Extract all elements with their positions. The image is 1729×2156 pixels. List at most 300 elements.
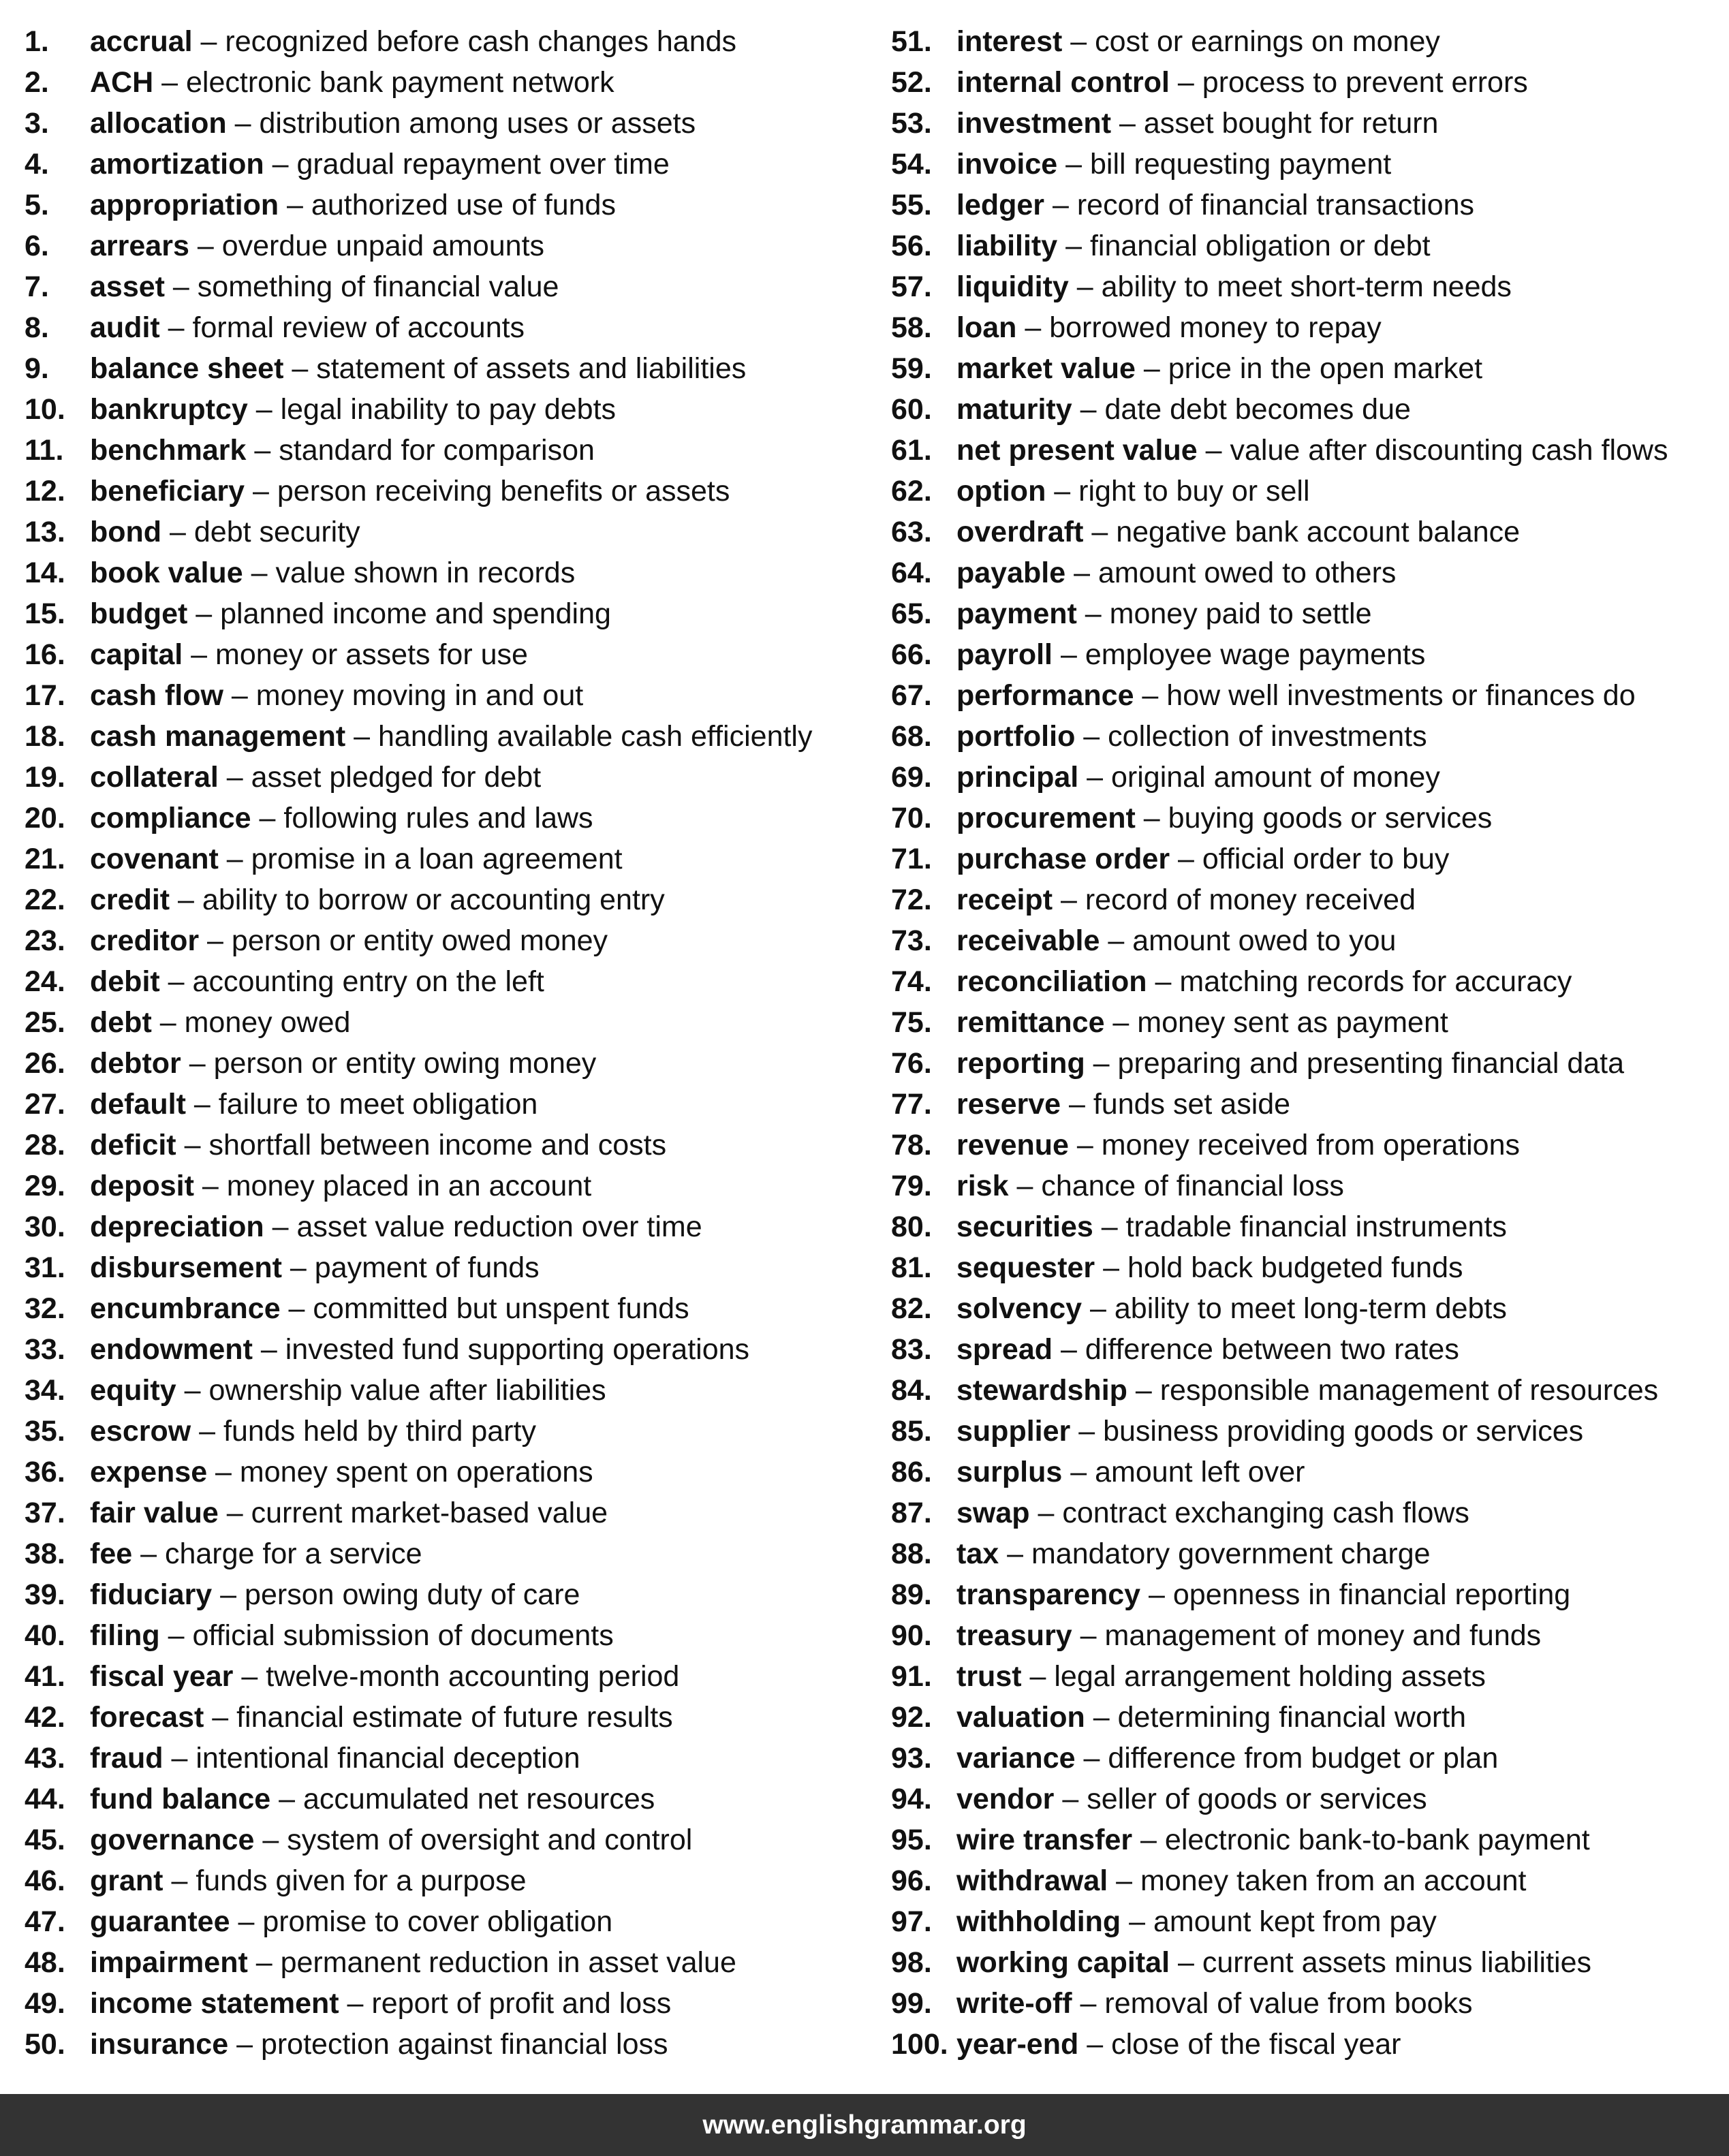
entry-text <box>956 1452 1305 1493</box>
entry-text <box>90 1452 593 1493</box>
glossary-entry <box>25 1901 862 1942</box>
entry-text <box>90 1656 679 1697</box>
entry-number: 70. <box>891 802 932 834</box>
entry-separator: – <box>1147 965 1180 998</box>
entry-number: 23. <box>25 924 65 957</box>
entry-definition: recognized before cash changes hands <box>225 25 737 58</box>
entry-separator: – <box>254 1824 287 1856</box>
glossary-entry <box>25 920 862 961</box>
entry-separator: – <box>1135 352 1168 385</box>
entry-term: net present value <box>956 434 1198 467</box>
glossary-entry <box>25 266 862 307</box>
entry-separator: – <box>1111 107 1144 140</box>
entry-separator: – <box>1075 720 1108 753</box>
entry-separator: – <box>1170 843 1202 875</box>
entry-text <box>956 1615 1541 1656</box>
entry-number: 92. <box>891 1701 932 1734</box>
entry-number: 1. <box>25 25 49 58</box>
glossary-entry <box>25 1002 862 1043</box>
entry-number: 71. <box>891 843 932 875</box>
entry-text <box>956 1493 1469 1533</box>
entry-number: 49. <box>25 1987 65 2020</box>
entry-definition: amount kept from pay <box>1153 1905 1437 1938</box>
entry-separator: – <box>1057 230 1090 262</box>
entry-definition: money placed in an account <box>226 1170 592 1202</box>
entry-term: payment <box>956 597 1077 630</box>
entry-number: 96. <box>891 1864 932 1897</box>
glossary-entry <box>25 1942 862 1983</box>
entry-term: fund balance <box>90 1783 271 1815</box>
entry-number: 79. <box>891 1170 932 1202</box>
glossary-entry <box>25 1084 862 1125</box>
entry-text <box>956 961 1572 1002</box>
entry-term: appropriation <box>90 189 279 221</box>
entry-term: default <box>90 1088 186 1121</box>
glossary-entry <box>891 1697 1726 1738</box>
entry-term: fiscal year <box>90 1660 234 1693</box>
entry-text <box>956 1656 1486 1697</box>
entry-separator: – <box>218 1497 251 1529</box>
glossary-entry <box>25 348 862 389</box>
entry-number: 28. <box>25 1129 65 1161</box>
entry-text <box>956 716 1427 757</box>
entry-separator: – <box>218 843 251 875</box>
glossary-entry <box>891 961 1726 1002</box>
entry-term: insurance <box>90 2028 229 2061</box>
entry-number: 81. <box>891 1251 932 1284</box>
entry-term: forecast <box>90 1701 204 1734</box>
glossary-entry <box>891 1411 1726 1452</box>
glossary-entry <box>25 757 862 798</box>
entry-separator: – <box>1169 66 1202 99</box>
glossary-entry <box>25 552 862 593</box>
entry-text <box>956 879 1416 920</box>
entry-definition: something of financial value <box>197 270 559 303</box>
glossary-entry <box>25 675 862 716</box>
entry-definition: buying goods or services <box>1168 802 1493 834</box>
entry-text <box>90 348 746 389</box>
entry-term: collateral <box>90 761 219 794</box>
entry-definition: financial estimate of future results <box>236 1701 673 1734</box>
entry-number: 68. <box>891 720 932 753</box>
entry-number: 86. <box>891 1456 932 1488</box>
entry-text <box>956 430 1668 471</box>
entry-text <box>90 62 614 103</box>
entry-definition: electronic bank payment network <box>185 66 614 99</box>
glossary-entry <box>25 2024 862 2065</box>
entry-term: guarantee <box>90 1905 230 1938</box>
entry-separator: – <box>1082 1292 1115 1325</box>
entry-number: 20. <box>25 802 65 834</box>
entry-term: arrears <box>90 230 189 262</box>
entry-term: allocation <box>90 107 227 140</box>
entry-separator: – <box>264 148 297 181</box>
glossary-entry <box>25 389 862 430</box>
entry-term: cash flow <box>90 679 223 712</box>
entry-number: 15. <box>25 597 65 630</box>
entry-text <box>90 961 544 1002</box>
glossary-entry <box>25 307 862 348</box>
entry-definition: date debt becomes due <box>1104 393 1411 426</box>
glossary-entry <box>891 1901 1726 1942</box>
entry-term: trust <box>956 1660 1022 1693</box>
entry-separator: – <box>1068 1129 1102 1161</box>
entry-text <box>90 716 812 757</box>
entry-number: 88. <box>891 1537 932 1570</box>
entry-separator: – <box>264 1210 297 1243</box>
entry-text <box>956 1206 1507 1247</box>
glossary-entry <box>25 1779 862 1819</box>
entry-term: purchase order <box>956 843 1170 875</box>
entry-number: 69. <box>891 761 932 794</box>
entry-text <box>90 1860 527 1901</box>
entry-definition: charge for a service <box>164 1537 422 1570</box>
entry-definition: how well investments or finances do <box>1166 679 1636 712</box>
entry-term: liability <box>956 230 1058 262</box>
entry-number: 74. <box>891 965 932 998</box>
entry-definition: amount left over <box>1095 1456 1305 1488</box>
entry-term: option <box>956 475 1046 507</box>
entry-separator: – <box>1085 1701 1118 1734</box>
entry-definition: financial obligation or debt <box>1089 230 1431 262</box>
entry-definition: promise in a loan agreement <box>251 843 623 875</box>
entry-number: 47. <box>25 1905 65 1938</box>
entry-separator: – <box>1070 1415 1104 1448</box>
entry-definition: report of profit and loss <box>371 1987 672 2020</box>
entry-definition: accounting entry on the left <box>192 965 544 998</box>
glossary-entry <box>891 1247 1726 1288</box>
entry-definition: legal arrangement holding assets <box>1054 1660 1486 1693</box>
entry-term: tax <box>956 1537 999 1570</box>
entry-text <box>956 593 1372 634</box>
entry-definition: hold back budgeted funds <box>1127 1251 1463 1284</box>
entry-text <box>956 1125 1520 1166</box>
entry-definition: difference from budget or plan <box>1108 1742 1499 1775</box>
entry-number: 35. <box>25 1415 65 1448</box>
glossary-entry <box>891 1206 1726 1247</box>
entry-term: interest <box>956 25 1063 58</box>
entry-definition: value shown in records <box>275 557 576 589</box>
entry-term: impairment <box>90 1946 248 1979</box>
entry-text <box>956 675 1636 716</box>
entry-term: fiduciary <box>90 1578 213 1611</box>
glossary-entry <box>891 920 1726 961</box>
glossary-entry <box>891 1983 1726 2024</box>
entry-separator: – <box>153 66 186 99</box>
entry-text <box>956 348 1482 389</box>
entry-term: loan <box>956 311 1017 344</box>
entry-text <box>90 266 559 307</box>
entry-definition: protection against financial loss <box>260 2028 668 2061</box>
entry-term: portfolio <box>956 720 1076 753</box>
glossary-entry <box>25 1615 862 1656</box>
entry-definition: ownership value after liabilities <box>208 1374 606 1407</box>
entry-separator: – <box>212 1578 245 1611</box>
glossary-entry <box>25 144 862 185</box>
entry-text <box>90 1411 536 1452</box>
entry-separator: – <box>161 516 194 548</box>
entry-text <box>956 1411 1583 1452</box>
entry-separator: – <box>226 107 260 140</box>
entry-definition: money taken from an account <box>1140 1864 1527 1897</box>
entry-term: transparency <box>956 1578 1141 1611</box>
entry-definition: official order to buy <box>1202 843 1450 875</box>
entry-separator: – <box>1093 1210 1126 1243</box>
entry-number: 21. <box>25 843 65 875</box>
entry-number: 90. <box>891 1619 932 1652</box>
entry-separator: – <box>280 1292 313 1325</box>
glossary-entry <box>25 593 862 634</box>
entry-definition: collection of investments <box>1108 720 1427 753</box>
glossary-entry <box>891 1125 1726 1166</box>
entry-separator: – <box>181 1047 214 1080</box>
entry-definition: money sent as payment <box>1137 1006 1448 1039</box>
entry-number: 46. <box>25 1864 65 1897</box>
entry-separator: – <box>151 1006 185 1039</box>
entry-term: depreciation <box>90 1210 264 1243</box>
entry-number: 75. <box>891 1006 932 1039</box>
entry-number: 95. <box>891 1824 932 1856</box>
entry-term: risk <box>956 1170 1009 1202</box>
entry-text <box>956 21 1440 62</box>
entry-text <box>90 1493 608 1533</box>
entry-number: 94. <box>891 1783 932 1815</box>
glossary-entry <box>25 634 862 675</box>
entry-separator: – <box>233 1660 266 1693</box>
entry-definition: twelve-month accounting period <box>266 1660 680 1693</box>
entry-separator: – <box>163 1742 196 1775</box>
entry-separator: – <box>1016 311 1050 344</box>
entry-term: reserve <box>956 1088 1061 1121</box>
entry-separator: – <box>1061 1088 1093 1121</box>
entry-number: 7. <box>25 270 49 303</box>
glossary-entry <box>891 1656 1726 1697</box>
entry-definition: openness in financial reporting <box>1172 1578 1571 1611</box>
glossary-entry <box>891 144 1726 185</box>
entry-text <box>956 62 1528 103</box>
entry-text <box>90 1247 540 1288</box>
glossary-entry <box>25 225 862 266</box>
entry-number: 31. <box>25 1251 65 1284</box>
glossary-entry <box>891 1452 1726 1493</box>
glossary-entry <box>891 552 1726 593</box>
entry-text <box>956 1860 1527 1901</box>
entry-definition: bill requesting payment <box>1089 148 1392 181</box>
entry-text <box>90 1574 580 1615</box>
entry-definition: tradable financial instruments <box>1125 1210 1507 1243</box>
entry-separator: – <box>230 1905 263 1938</box>
glossary-entry <box>25 1206 862 1247</box>
entry-term: fraud <box>90 1742 163 1775</box>
glossary-column-right <box>891 21 1726 2065</box>
entry-text <box>90 1125 666 1166</box>
entry-definition: record of money received <box>1085 884 1416 916</box>
entry-term: bankruptcy <box>90 393 248 426</box>
entry-number: 55. <box>891 189 932 221</box>
entry-separator: – <box>191 1415 224 1448</box>
glossary-list <box>0 21 1729 2065</box>
entry-separator: – <box>1127 1374 1160 1407</box>
entry-definition: amount owed to you <box>1132 924 1397 957</box>
entry-text <box>90 879 665 920</box>
entry-definition: person receiving benefits or assets <box>277 475 730 507</box>
entry-definition: current market-based value <box>251 1497 608 1529</box>
glossary-entry <box>891 634 1726 675</box>
entry-term: revenue <box>956 1129 1069 1161</box>
entry-definition: overdue unpaid amounts <box>221 230 545 262</box>
entry-term: reconciliation <box>956 965 1147 998</box>
entry-term: liquidity <box>956 270 1069 303</box>
entry-definition: invested fund supporting operations <box>285 1333 750 1366</box>
entry-number: 84. <box>891 1374 932 1407</box>
entry-separator: – <box>218 761 251 794</box>
entry-definition: ability to meet short-term needs <box>1101 270 1512 303</box>
entry-separator: – <box>1065 557 1098 589</box>
entry-number: 78. <box>891 1129 932 1161</box>
glossary-entry <box>891 389 1726 430</box>
entry-term: ledger <box>956 189 1045 221</box>
entry-number: 29. <box>25 1170 65 1202</box>
entry-number: 85. <box>891 1415 932 1448</box>
entry-definition: money spent on operations <box>239 1456 593 1488</box>
entry-term: fair value <box>90 1497 219 1529</box>
entry-text <box>956 1043 1624 1084</box>
entry-text <box>956 1738 1498 1779</box>
entry-term: surplus <box>956 1456 1063 1488</box>
entry-number: 3. <box>25 107 49 140</box>
entry-number: 98. <box>891 1946 932 1979</box>
entry-definition: authorized use of funds <box>311 189 616 221</box>
entry-definition: right to buy or sell <box>1078 475 1310 507</box>
entry-term: escrow <box>90 1415 191 1448</box>
entry-definition: business providing goods or services <box>1103 1415 1584 1448</box>
entry-definition: handling available cash efficiently <box>378 720 813 753</box>
entry-text <box>90 1942 736 1983</box>
entry-definition: money received from operations <box>1101 1129 1520 1161</box>
entry-separator: – <box>245 475 277 507</box>
entry-separator: – <box>170 884 202 916</box>
entry-separator: – <box>163 1864 196 1897</box>
entry-text <box>90 1329 749 1370</box>
entry-definition: employee wage payments <box>1085 638 1426 671</box>
entry-term: supplier <box>956 1415 1071 1448</box>
entry-text <box>956 512 1520 552</box>
entry-separator: – <box>1057 148 1090 181</box>
entry-text <box>90 471 730 512</box>
entry-definition: standard for comparison <box>279 434 595 467</box>
entry-definition: person owing duty of care <box>245 1578 580 1611</box>
entry-definition: legal inability to pay debts <box>280 393 617 426</box>
entry-term: disbursement <box>90 1251 282 1284</box>
entry-term: year-end <box>956 2028 1079 2061</box>
entry-term: capital <box>90 638 183 671</box>
entry-separator: – <box>1104 1006 1138 1039</box>
glossary-entry <box>25 1738 862 1779</box>
entry-text <box>90 1166 591 1206</box>
entry-term: overdraft <box>956 516 1084 548</box>
entry-separator: – <box>279 189 311 221</box>
entry-text <box>90 920 608 961</box>
entry-separator: – <box>247 1946 281 1979</box>
entry-definition: negative bank account balance <box>1116 516 1521 548</box>
entry-text <box>90 839 623 879</box>
entry-term: filing <box>90 1619 160 1652</box>
entry-definition: original amount of money <box>1111 761 1440 794</box>
entry-definition: funds given for a purpose <box>196 1864 527 1897</box>
entry-definition: asset bought for return <box>1143 107 1439 140</box>
glossary-entry <box>891 879 1726 920</box>
entry-number: 48. <box>25 1946 65 1979</box>
entry-term: principal <box>956 761 1079 794</box>
entry-term: performance <box>956 679 1134 712</box>
glossary-entry <box>25 1370 862 1411</box>
entry-term: debt <box>90 1006 152 1039</box>
entry-text <box>90 144 670 185</box>
glossary-entry <box>891 1002 1726 1043</box>
entry-definition: asset value reduction over time <box>296 1210 702 1243</box>
entry-number: 82. <box>891 1292 932 1325</box>
entry-number: 97. <box>891 1905 932 1938</box>
entry-separator: – <box>159 311 193 344</box>
entry-number: 100. <box>891 2028 948 2061</box>
entry-text <box>90 1533 422 1574</box>
entry-separator: – <box>185 1088 219 1121</box>
entry-number: 19. <box>25 761 65 794</box>
entry-term: asset <box>90 270 165 303</box>
entry-separator: – <box>1062 1456 1095 1488</box>
entry-definition: formal review of accounts <box>192 311 525 344</box>
entry-text <box>90 21 736 62</box>
glossary-entry <box>25 471 862 512</box>
entry-text <box>956 144 1391 185</box>
entry-text <box>956 1288 1507 1329</box>
glossary-entry <box>891 1860 1726 1901</box>
entry-text <box>956 1942 1591 1983</box>
entry-separator: – <box>1197 434 1230 467</box>
glossary-entry <box>891 1493 1726 1533</box>
entry-separator: – <box>1046 475 1079 507</box>
glossary-entry <box>25 961 862 1002</box>
glossary-entry <box>891 225 1726 266</box>
entry-text <box>90 1983 671 2024</box>
entry-definition: payment of funds <box>314 1251 540 1284</box>
entry-term: benchmark <box>90 434 247 467</box>
glossary-entry <box>25 103 862 144</box>
entry-term: debtor <box>90 1047 181 1080</box>
entry-number: 16. <box>25 638 65 671</box>
glossary-entry <box>891 1043 1726 1084</box>
entry-text <box>90 1370 606 1411</box>
entry-number: 38. <box>25 1537 65 1570</box>
entry-separator: – <box>283 352 317 385</box>
entry-number: 89. <box>891 1578 932 1611</box>
entry-text <box>90 1779 655 1819</box>
entry-text <box>90 552 575 593</box>
entry-number: 62. <box>891 475 932 507</box>
glossary-entry <box>891 512 1726 552</box>
entry-separator: – <box>176 1129 209 1161</box>
entry-text <box>956 1166 1344 1206</box>
entry-number: 99. <box>891 1987 932 2020</box>
entry-separator: – <box>1068 270 1102 303</box>
footer-bar <box>0 2094 1729 2156</box>
entry-number: 72. <box>891 884 932 916</box>
glossary-entry <box>25 1860 862 1901</box>
entry-definition: following rules and laws <box>283 802 593 834</box>
entry-text <box>956 1574 1570 1615</box>
website-url[interactable]: www.englishgrammar.org <box>702 2110 1027 2140</box>
glossary-entry <box>891 471 1726 512</box>
